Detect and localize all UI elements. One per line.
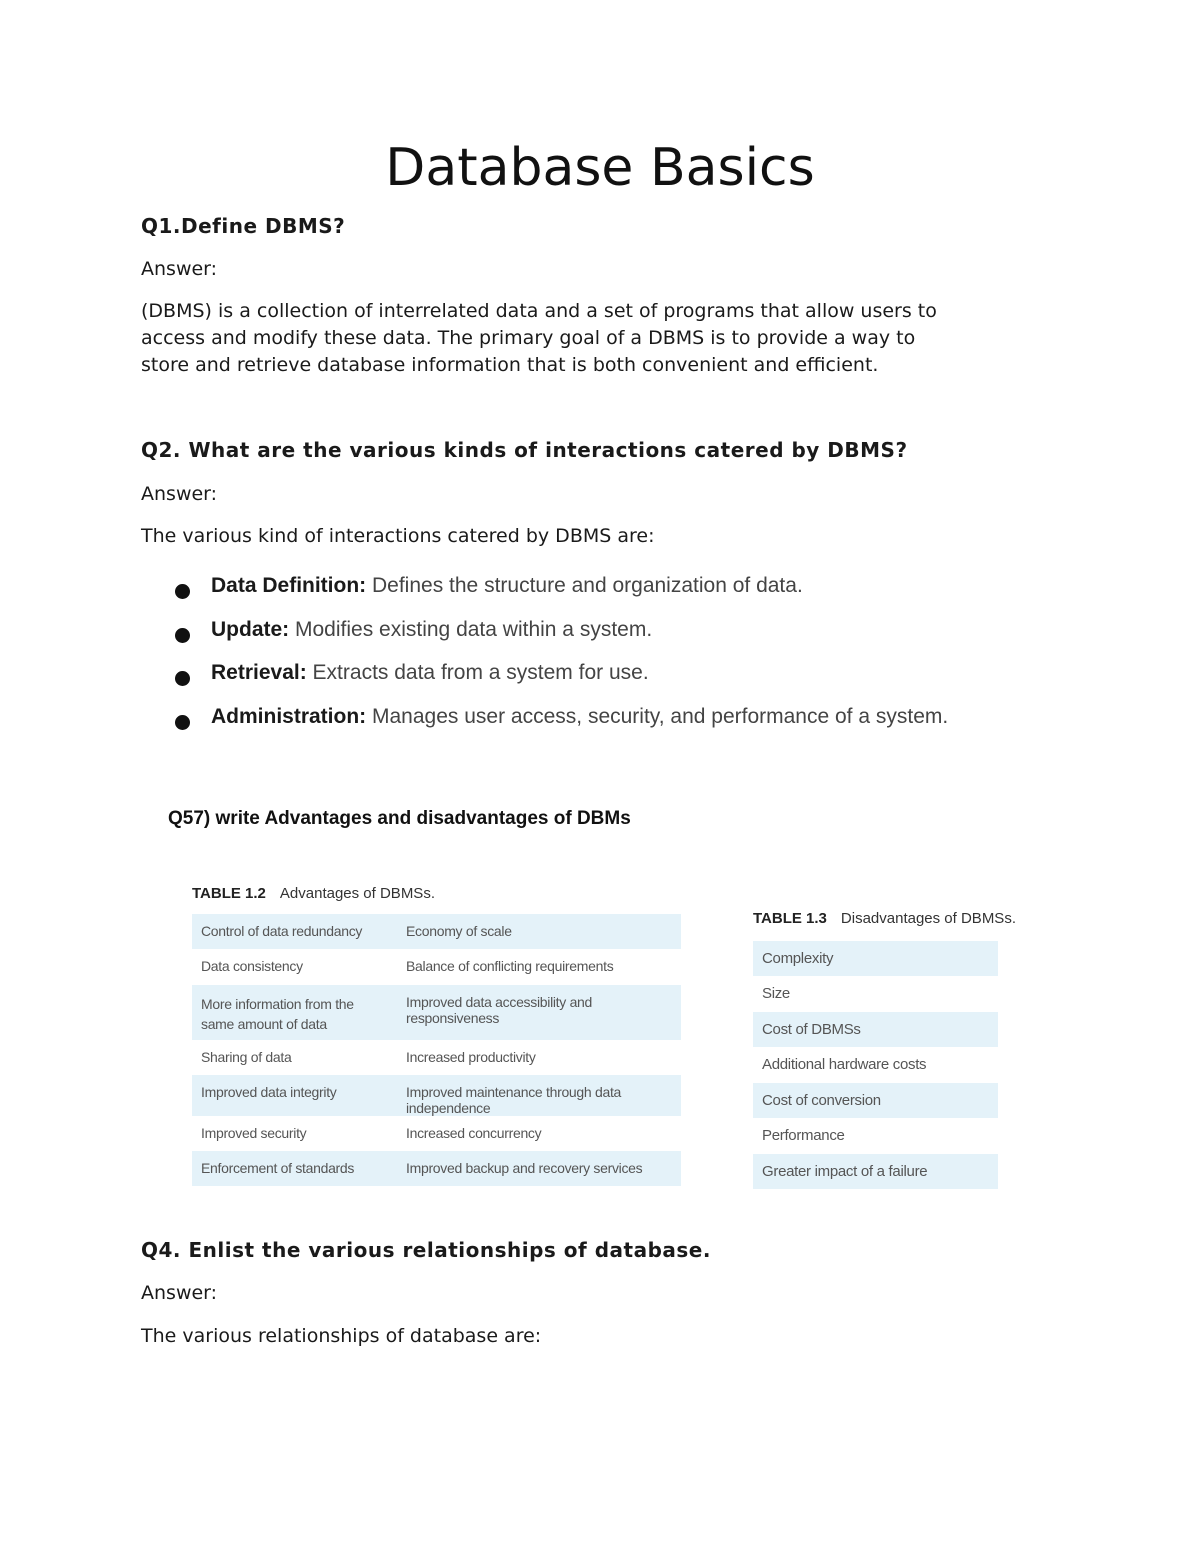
table-row xyxy=(192,1151,681,1186)
table-row xyxy=(192,1040,681,1075)
list-item xyxy=(175,661,948,705)
q2-intro: The various kind of interactions catered by DBMS are: xyxy=(141,525,655,547)
table-cell: Cost of conversion xyxy=(753,1083,998,1118)
q1-answer-label: Answer: xyxy=(141,258,218,280)
table-cell: Increased productivity xyxy=(406,1049,536,1065)
table-cell: Data consistency xyxy=(201,958,303,974)
interactions-list xyxy=(175,574,948,748)
q2-question: Q2. What are the various kinds of interactions catered by DBMS? xyxy=(141,438,908,462)
table-row xyxy=(192,1116,681,1151)
list-item xyxy=(175,618,948,662)
table-cell: Cost of DBMSs xyxy=(753,1012,998,1047)
item-term: Update: xyxy=(211,617,290,641)
table-cell: Balance of conflicting requirements xyxy=(406,958,614,974)
table-cell: Additional hardware costs xyxy=(762,1056,927,1073)
q1-answer-line: (DBMS) is a collection of interrelated data and a set of programs that allow users to xyxy=(141,300,937,322)
q57-question: Q57) write Advantages and disadvantages of DBMs xyxy=(168,808,631,829)
table-row xyxy=(753,1083,998,1118)
item-definition: Extracts data from a system for use. xyxy=(306,661,649,684)
table-number: TABLE 1.2 xyxy=(192,885,266,902)
table-cell: Complexity xyxy=(753,941,998,976)
table-cell: Performance xyxy=(762,1127,845,1144)
item-term: Retrieval: xyxy=(211,661,307,684)
table-cell: Improved backup and recovery services xyxy=(397,1151,681,1186)
q4-answer-label: Answer: xyxy=(141,1282,218,1304)
table-row xyxy=(192,949,681,985)
advantages-table-caption xyxy=(192,885,435,902)
table-caption-text: Disadvantages of DBMSs. xyxy=(840,910,1016,927)
table-cell: More information from the same amount of data xyxy=(192,985,397,1040)
table-row xyxy=(192,985,681,1040)
document-title: Database Basics xyxy=(385,138,815,198)
advantages-table xyxy=(192,914,681,1186)
table-row xyxy=(753,1047,998,1083)
item-definition: Manages user access, security, and performance of a system. xyxy=(366,704,949,728)
q1-answer-line: store and retrieve database information that is both convenient and efficient. xyxy=(141,354,879,376)
q1-answer-line: access and modify these data. The primary goal of a DBMS is to provide a way to xyxy=(141,327,916,349)
bullet-icon xyxy=(175,628,190,643)
table-cell: Economy of scale xyxy=(397,914,681,949)
item-term: Administration: xyxy=(211,704,367,728)
table-cell: Control of data redundancy xyxy=(192,914,397,949)
item-definition: Modifies existing data within a system. xyxy=(289,617,653,641)
table-cell: Improved maintenance through data independence xyxy=(397,1075,681,1116)
q4-question: Q4. Enlist the various relationships of database. xyxy=(141,1238,711,1262)
table-row xyxy=(753,1154,998,1189)
item-definition: Defines the structure and organization of data. xyxy=(366,574,803,597)
table-cell: Improved data accessibility and responsiveness xyxy=(397,985,681,1040)
q4-intro: The various relationships of database are: xyxy=(141,1325,542,1347)
item-term: Data Definition: xyxy=(211,574,367,597)
table-row xyxy=(753,941,998,976)
disadvantages-table xyxy=(753,941,998,1189)
list-item xyxy=(175,574,948,618)
table-number: TABLE 1.3 xyxy=(753,910,827,927)
table-cell: Sharing of data xyxy=(201,1049,292,1065)
table-row xyxy=(192,914,681,949)
table-cell: Enforcement of standards xyxy=(192,1151,397,1186)
list-item xyxy=(175,705,948,749)
disadvantages-table-caption xyxy=(753,910,1016,927)
table-cell: Greater impact of a failure xyxy=(753,1154,998,1189)
table-cell: Improved data integrity xyxy=(192,1075,397,1116)
table-row xyxy=(192,1075,681,1116)
table-cell: Size xyxy=(762,985,790,1002)
table-caption-text: Advantages of DBMSs. xyxy=(279,885,435,902)
table-row xyxy=(753,976,998,1012)
q2-answer-label: Answer: xyxy=(141,483,218,505)
bullet-icon xyxy=(175,715,190,730)
table-row xyxy=(753,1118,998,1154)
table-cell: Increased concurrency xyxy=(406,1125,542,1141)
q1-question: Q1.Define DBMS? xyxy=(141,214,346,238)
table-row xyxy=(753,1012,998,1047)
table-cell: Improved security xyxy=(201,1125,307,1141)
q1-answer-text xyxy=(141,298,1061,379)
bullet-icon xyxy=(175,584,190,599)
bullet-icon xyxy=(175,671,190,686)
